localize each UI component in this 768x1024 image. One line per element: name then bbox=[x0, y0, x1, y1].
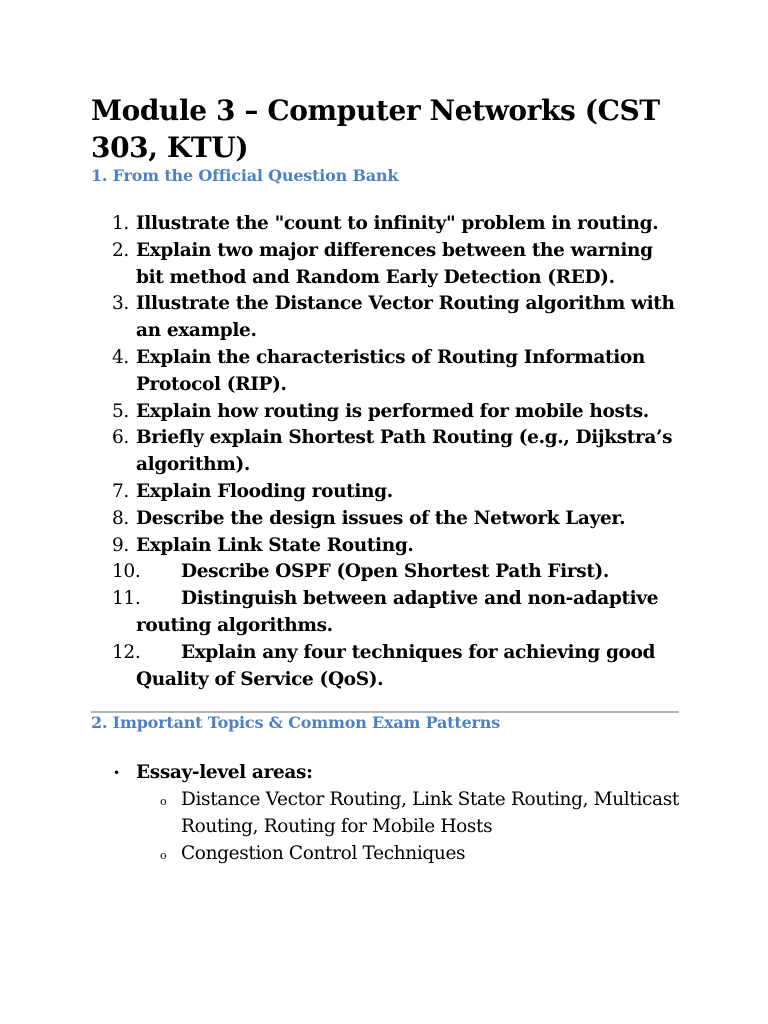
question-number: 9. bbox=[112, 534, 129, 556]
question-text: Explain the characteristics of Routing Information Protocol (RIP). bbox=[136, 346, 645, 395]
question-number: 11. bbox=[112, 588, 141, 610]
question-item bbox=[91, 211, 681, 238]
question-number: 3. bbox=[112, 293, 129, 315]
question-text: Explain Link State Routing. bbox=[136, 534, 414, 556]
question-item bbox=[91, 533, 681, 560]
question-item bbox=[91, 479, 681, 506]
section-heading-question-bank: 1. From the Official Question Bank bbox=[91, 166, 399, 185]
question-item bbox=[91, 238, 681, 292]
question-text: Explain any four techniques for achieving good Quality of Service (QoS). bbox=[136, 641, 656, 690]
question-number: 1. bbox=[112, 213, 129, 234]
question-item bbox=[91, 345, 681, 399]
topic-label: Essay-level areas: bbox=[136, 762, 313, 784]
document-title: Module 3 – Computer Networks (CST 303, KTU) bbox=[91, 94, 660, 164]
bullet-circle-icon: o bbox=[160, 848, 167, 862]
question-number: 8. bbox=[112, 507, 129, 529]
sub-topic-item bbox=[136, 841, 681, 868]
question-number: 10. bbox=[112, 561, 141, 583]
question-number: 2. bbox=[112, 239, 129, 261]
question-number: 4. bbox=[112, 346, 129, 368]
topic-list bbox=[91, 760, 681, 867]
sub-topic-text: Congestion Control Techniques bbox=[181, 842, 466, 864]
question-text: Explain how routing is performed for mobile hosts. bbox=[136, 400, 649, 422]
question-text: Explain Flooding routing. bbox=[136, 480, 393, 502]
sub-topic-list bbox=[136, 787, 681, 867]
bullet-dot-icon: • bbox=[113, 766, 120, 781]
question-text: Explain two major differences between the warning bit method and Random Early Detection (RED). bbox=[136, 239, 653, 288]
question-list bbox=[91, 211, 681, 693]
question-number: 5. bbox=[112, 400, 129, 422]
question-item bbox=[91, 559, 681, 586]
question-text: Illustrate the "count to infinity" problem in routing. bbox=[136, 213, 659, 234]
question-item bbox=[91, 586, 681, 640]
question-item bbox=[91, 425, 681, 479]
sub-topic-item bbox=[136, 787, 681, 841]
section-heading-important-topics: 2. Important Topics & Common Exam Patterns bbox=[91, 713, 501, 733]
question-number: 12. bbox=[112, 641, 141, 663]
question-number: 6. bbox=[112, 427, 129, 449]
topic-item bbox=[91, 760, 681, 867]
question-text: Describe OSPF (Open Shortest Path First). bbox=[181, 561, 610, 583]
bullet-circle-icon: o bbox=[160, 795, 167, 809]
document-page bbox=[91, 92, 681, 868]
question-item bbox=[91, 506, 681, 533]
question-item bbox=[91, 291, 681, 345]
question-text: Briefly explain Shortest Path Routing (e.g., Dijkstra’s algorithm). bbox=[136, 427, 673, 476]
question-item bbox=[91, 399, 681, 426]
question-number: 7. bbox=[112, 480, 129, 502]
question-item bbox=[91, 640, 681, 694]
sub-topic-text: Distance Vector Routing, Link State Routing, Multicast Routing, Routing for Mobile Hosts bbox=[181, 789, 679, 837]
question-text: Illustrate the Distance Vector Routing algorithm with an example. bbox=[136, 293, 675, 342]
question-text: Distinguish between adaptive and non-adaptive routing algorithms. bbox=[136, 588, 659, 636]
question-text: Describe the design issues of the Network Layer. bbox=[136, 507, 626, 529]
